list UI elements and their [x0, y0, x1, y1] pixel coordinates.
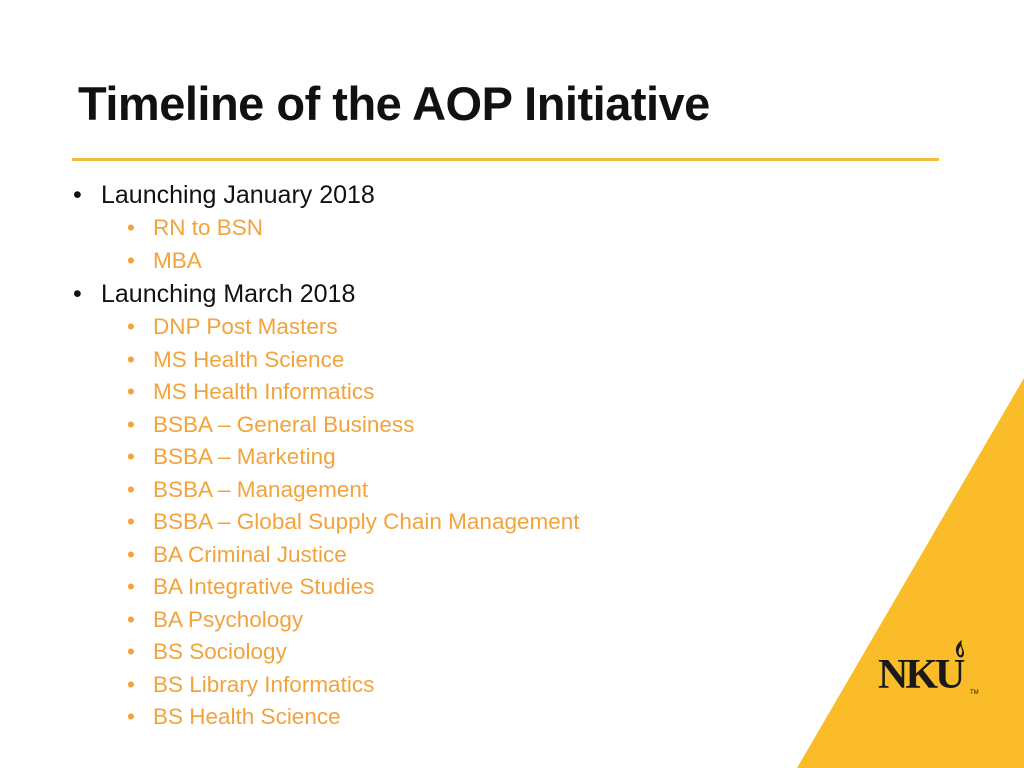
program-item: • RN to BSN: [72, 212, 772, 245]
title-divider: [72, 158, 939, 161]
bullet-group-march: • Launching March 2018: [72, 277, 772, 311]
logo-trademark: TM: [970, 690, 979, 696]
program-item: • BS Health Science: [72, 701, 772, 734]
program-item: • BS Sociology: [72, 636, 772, 669]
slide-title: Timeline of the AOP Initiative: [78, 77, 710, 130]
program-item: • BS Library Informatics: [72, 669, 772, 702]
program-item: • BSBA – Global Supply Chain Management: [72, 506, 772, 539]
program-item: • BSBA – Marketing: [72, 441, 772, 474]
program-item: • MS Health Science: [72, 344, 772, 377]
nku-logo: [876, 638, 984, 698]
bullet-list: [72, 178, 772, 734]
program-item: • BA Criminal Justice: [72, 539, 772, 572]
program-item: • BSBA – Management: [72, 474, 772, 507]
program-item: • MBA: [72, 245, 772, 278]
bullet-group-january: • Launching January 2018: [72, 178, 772, 212]
program-item: • BA Psychology: [72, 604, 772, 637]
program-item: • BSBA – General Business: [72, 409, 772, 442]
program-item: • MS Health Informatics: [72, 376, 772, 409]
program-item: • DNP Post Masters: [72, 311, 772, 344]
program-item: • BA Integrative Studies: [72, 571, 772, 604]
logo-wordmark: NKU: [878, 652, 963, 698]
